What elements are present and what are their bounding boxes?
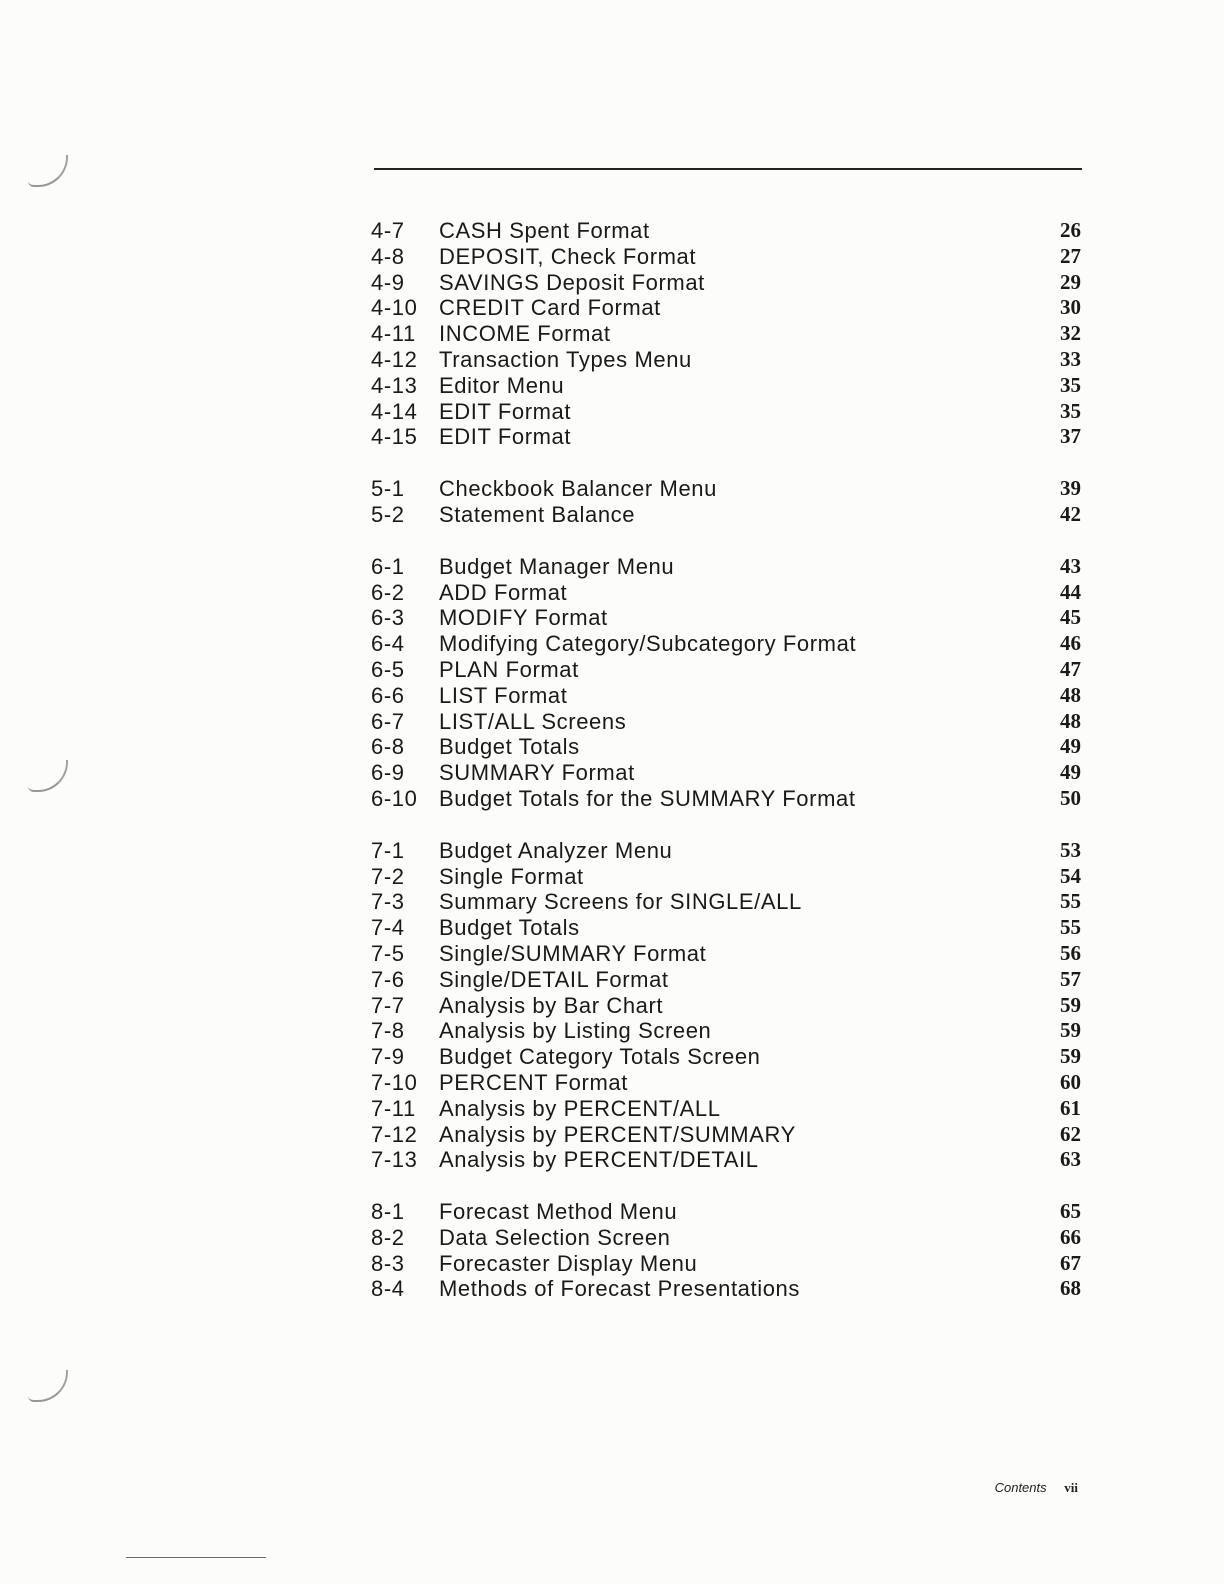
page-number: 57 (1060, 966, 1081, 991)
toc-entry (371, 1096, 1081, 1122)
page-number: 55 (1060, 889, 1081, 914)
figure-title: Budget Totals (439, 915, 580, 941)
footer-page-number: vii (1064, 1480, 1078, 1495)
figure-title: CASH Spent Format (439, 218, 650, 243)
figure-title: SAVINGS Deposit Format (439, 269, 705, 295)
figure-number: 8-2 (371, 1224, 405, 1250)
figure-number: 8-3 (371, 1250, 405, 1276)
toc-entry (371, 657, 1081, 683)
footer-label: Contents (994, 1480, 1047, 1495)
toc-entry (371, 373, 1081, 399)
toc-entry (371, 786, 1081, 812)
figure-number: 6-7 (371, 708, 405, 734)
figure-number: 4-13 (371, 372, 418, 398)
figure-number: 7-9 (371, 1044, 405, 1070)
figure-title: EDIT Format (439, 398, 572, 424)
page-number: 63 (1060, 1147, 1081, 1172)
page-number: 55 (1060, 915, 1081, 940)
toc-entry (371, 631, 1081, 657)
figure-title: Editor Menu (439, 372, 565, 398)
toc-entry (371, 502, 1081, 528)
figure-number: 6-9 (371, 760, 405, 786)
toc-group (371, 218, 1081, 450)
toc-group (371, 1199, 1081, 1302)
figure-number: 6-2 (371, 579, 405, 605)
binder-hole-mark (28, 1370, 68, 1402)
page-number: 61 (1060, 1095, 1081, 1120)
toc-entry (371, 347, 1081, 373)
toc-entry (371, 683, 1081, 709)
binder-hole-mark (28, 155, 68, 187)
page-number: 44 (1060, 579, 1081, 604)
figure-number: 4-10 (371, 295, 418, 321)
toc-entry (371, 838, 1081, 864)
figure-number: 7-8 (371, 1018, 405, 1044)
figure-title: Budget Analyzer Menu (439, 837, 673, 863)
page-number: 48 (1060, 708, 1081, 733)
toc-entry (371, 1044, 1081, 1070)
page-number: 32 (1060, 321, 1081, 346)
figure-number: 7-13 (371, 1147, 418, 1173)
figure-number: 4-7 (371, 218, 405, 243)
toc-entry (371, 1225, 1081, 1251)
figure-title: Budget Totals (439, 734, 580, 760)
figure-number: 4-12 (371, 346, 418, 372)
page-number: 59 (1060, 1018, 1081, 1043)
figure-title: INCOME Format (439, 321, 611, 347)
figure-title: Forecast Method Menu (439, 1199, 678, 1225)
page-number: 35 (1060, 372, 1081, 397)
page-number: 35 (1060, 398, 1081, 423)
figure-number: 7-12 (371, 1121, 418, 1147)
figure-title: Checkbook Balancer Menu (439, 476, 717, 502)
toc-entry (371, 1070, 1081, 1096)
figure-title: Single/DETAIL Format (439, 966, 669, 992)
figure-number: 4-9 (371, 269, 405, 295)
figure-title: Analysis by Listing Screen (439, 1018, 712, 1044)
page-number: 59 (1060, 992, 1081, 1017)
page-number: 53 (1060, 837, 1081, 862)
figure-number: 6-1 (371, 553, 405, 579)
page-number: 62 (1060, 1121, 1081, 1146)
figure-title: Budget Category Totals Screen (439, 1044, 761, 1070)
figure-title: Modifying Category/Subcategory Format (439, 631, 857, 657)
toc-entry (371, 915, 1081, 941)
figure-title: PERCENT Format (439, 1069, 628, 1095)
page-number: 27 (1060, 243, 1081, 268)
figure-title: Transaction Types Menu (439, 346, 692, 372)
figure-title: Methods of Forecast Presentations (439, 1276, 800, 1302)
figure-title: ADD Format (439, 579, 568, 605)
toc-entry (371, 554, 1081, 580)
figure-number: 7-2 (371, 863, 405, 889)
figure-title: Analysis by Bar Chart (439, 992, 664, 1018)
figure-title: SUMMARY Format (439, 760, 635, 786)
page-number: 30 (1060, 295, 1081, 320)
figures-list (371, 218, 1081, 1328)
page-number: 68 (1060, 1276, 1081, 1301)
figure-title: Budget Totals for the SUMMARY Format (439, 785, 856, 811)
toc-entry (371, 993, 1081, 1019)
header-rule (374, 168, 1082, 170)
toc-group (371, 554, 1081, 812)
bottom-edge-line (126, 1557, 266, 1558)
toc-entry (371, 218, 1081, 244)
page-number: 43 (1060, 553, 1081, 578)
figure-number: 4-8 (371, 243, 405, 269)
page-footer (995, 1480, 1078, 1496)
figure-title: Analysis by PERCENT/SUMMARY (439, 1121, 796, 1147)
page-number: 26 (1060, 218, 1081, 242)
figure-number: 6-10 (371, 785, 418, 811)
figure-number: 4-11 (371, 321, 416, 347)
figure-title: EDIT Format (439, 424, 572, 450)
page-number: 60 (1060, 1069, 1081, 1094)
figure-title: DEPOSIT, Check Format (439, 243, 697, 269)
page-number: 48 (1060, 682, 1081, 707)
toc-group (371, 476, 1081, 528)
figure-number: 4-14 (371, 398, 418, 424)
figure-number: 7-6 (371, 966, 405, 992)
page-number: 66 (1060, 1224, 1081, 1249)
toc-entry (371, 399, 1081, 425)
figure-number: 7-4 (371, 915, 405, 941)
toc-entry (371, 941, 1081, 967)
page-number: 65 (1060, 1199, 1081, 1224)
figure-title: PLAN Format (439, 656, 579, 682)
toc-entry (371, 1122, 1081, 1148)
toc-entry (371, 967, 1081, 993)
figure-number: 6-6 (371, 682, 405, 708)
figure-title: CREDIT Card Format (439, 295, 661, 321)
page-number: 37 (1060, 424, 1081, 449)
page-number: 46 (1060, 631, 1081, 656)
figure-number: 6-5 (371, 656, 405, 682)
toc-entry (371, 476, 1081, 502)
toc-group (371, 838, 1081, 1173)
toc-entry (371, 605, 1081, 631)
page-number: 50 (1060, 785, 1081, 810)
page-number: 59 (1060, 1044, 1081, 1069)
toc-entry (371, 889, 1081, 915)
page-number: 47 (1060, 656, 1081, 681)
figure-number: 6-3 (371, 605, 405, 631)
toc-entry (371, 580, 1081, 606)
figure-title: LIST Format (439, 682, 568, 708)
page-number: 54 (1060, 863, 1081, 888)
toc-entry (371, 1251, 1081, 1277)
toc-entry (371, 1199, 1081, 1225)
figure-number: 8-4 (371, 1276, 405, 1302)
page-number: 49 (1060, 734, 1081, 759)
figure-title: Summary Screens for SINGLE/ALL (439, 889, 802, 915)
figure-number: 7-5 (371, 940, 405, 966)
figure-title: Budget Manager Menu (439, 553, 675, 579)
figure-number: 8-1 (371, 1199, 405, 1225)
toc-entry (371, 295, 1081, 321)
figure-title: Statement Balance (439, 501, 636, 527)
page-number: 45 (1060, 605, 1081, 630)
page-number: 29 (1060, 269, 1081, 294)
page-number: 56 (1060, 940, 1081, 965)
figure-title: Analysis by PERCENT/DETAIL (439, 1147, 759, 1173)
page-number: 49 (1060, 760, 1081, 785)
page-number: 42 (1060, 501, 1081, 526)
toc-entry (371, 734, 1081, 760)
page-number: 39 (1060, 476, 1081, 501)
toc-entry (371, 244, 1081, 270)
page-number: 33 (1060, 346, 1081, 371)
toc-entry (371, 760, 1081, 786)
figure-number: 7-1 (371, 837, 405, 863)
figure-number: 6-4 (371, 631, 405, 657)
figure-title: Single Format (439, 863, 584, 889)
toc-entry (371, 864, 1081, 890)
figure-number: 5-2 (371, 501, 405, 527)
figure-number: 7-7 (371, 992, 405, 1018)
toc-entry (371, 1018, 1081, 1044)
figure-title: Forecaster Display Menu (439, 1250, 698, 1276)
page-number: 67 (1060, 1250, 1081, 1275)
figure-title: Single/SUMMARY Format (439, 940, 707, 966)
toc-entry (371, 424, 1081, 450)
binder-hole-mark (28, 760, 68, 792)
figure-title: LIST/ALL Screens (439, 708, 627, 734)
figure-number: 7-3 (371, 889, 405, 915)
figure-number: 6-8 (371, 734, 405, 760)
figure-number: 7-11 (371, 1095, 416, 1121)
figure-title: Data Selection Screen (439, 1224, 671, 1250)
figure-title: MODIFY Format (439, 605, 608, 631)
toc-entry (371, 709, 1081, 735)
toc-entry (371, 321, 1081, 347)
figure-title: Analysis by PERCENT/ALL (439, 1095, 721, 1121)
figure-number: 7-10 (371, 1069, 418, 1095)
figure-number: 5-1 (371, 476, 405, 502)
figure-number: 4-15 (371, 424, 418, 450)
toc-entry (371, 270, 1081, 296)
toc-entry (371, 1276, 1081, 1302)
toc-entry (371, 1147, 1081, 1173)
